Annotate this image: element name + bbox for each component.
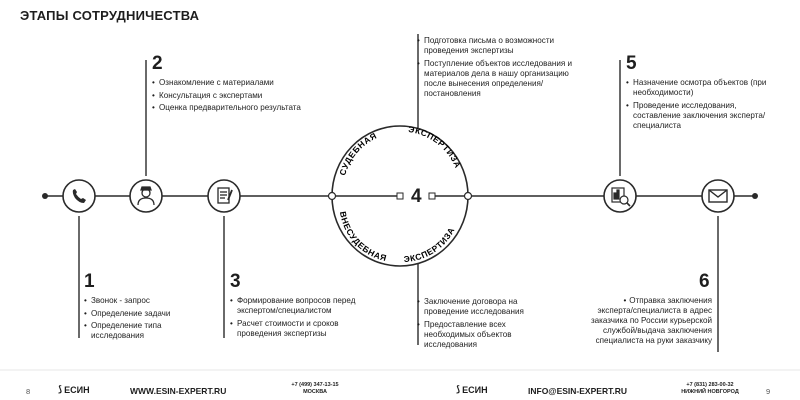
list-item: • Формирование вопросов перед экспертом/специалистом <box>230 296 370 316</box>
phone-moscow[interactable]: +7 (499) 347-13-15 <box>291 382 339 388</box>
stage-1-circle <box>63 180 95 212</box>
contact-nn <box>670 382 750 396</box>
list-item: • Предоставление всех необходимых объектов исследования <box>417 320 557 350</box>
stage-3-circle <box>208 180 240 212</box>
center-marker-right <box>429 193 435 199</box>
stage-5-circle <box>604 180 636 212</box>
stage-6-number: 6 <box>699 271 710 292</box>
city-nn: НИЖНИЙ НОВГОРОД <box>681 389 739 395</box>
list-item: • Проведение исследования, составление заключения эксперта/специалиста <box>626 101 776 131</box>
list-item: • Заключение договора на проведение исследования <box>417 297 557 317</box>
logo-mark-icon: ⟆ <box>456 384 461 394</box>
label-court: СУДЕБНАЯ <box>337 130 379 177</box>
list-item: • Звонок - запрос <box>84 296 204 306</box>
list-item: • Определение типа исследования <box>84 321 204 341</box>
contact-moscow <box>270 382 360 396</box>
stage-3-number: 3 <box>230 271 241 292</box>
stage-3-list <box>230 296 370 341</box>
logo-right <box>456 384 488 395</box>
center-marker-left <box>397 193 403 199</box>
list-item: • Поступление объектов исследования и материалов дела в нашу организацию после вынесения определения/постановления <box>417 59 582 99</box>
stage-4-number: 4 <box>411 186 422 207</box>
list-item: • Определение задачи <box>84 309 204 319</box>
list-item: • Подготовка письма о возможности проведения экспертизы <box>417 36 582 56</box>
timeline-end-dot <box>752 193 758 199</box>
stage-1-list <box>84 296 204 344</box>
page-number-right: 9 <box>766 387 771 396</box>
label-out-of-court: ВНЕСУДЕБНАЯ <box>337 210 389 264</box>
logo-left <box>58 384 90 395</box>
stage-5-number: 5 <box>626 53 637 74</box>
stage-4-bottom-list <box>417 297 557 352</box>
label-expertise-top: ЭКСПЕРТИЗА <box>407 124 464 170</box>
center-dot-right <box>465 193 472 200</box>
list-item: • Оценка предварительного результата <box>152 103 302 113</box>
city-moscow: МОСКВА <box>303 389 327 395</box>
stage-2-circle <box>130 180 162 212</box>
website-link[interactable]: WWW.ESIN-EXPERT.RU <box>130 386 227 396</box>
phone-nn[interactable]: +7 (831) 283-00-32 <box>686 382 734 388</box>
label-expertise-bottom: ЭКСПЕРТИЗА <box>403 225 457 265</box>
stage-6-list <box>590 296 712 349</box>
list-item: • Консультация с экспертами <box>152 91 302 101</box>
stage-2-number: 2 <box>152 53 163 74</box>
list-item: • Ознакомление с материалами <box>152 78 302 88</box>
stage-2-list <box>152 78 302 116</box>
page-title: ЭТАПЫ СОТРУДНИЧЕСТВА <box>20 8 200 23</box>
email-link[interactable]: INFO@ESIN-EXPERT.RU <box>528 386 627 396</box>
stage-4-top-list <box>417 36 582 101</box>
list-item: • Расчет стоимости и сроков проведения экспертизы <box>230 319 370 339</box>
logo-mark-icon: ⟆ <box>58 384 63 394</box>
logo-text: ЕСИН <box>64 384 90 395</box>
logo-text: ЕСИН <box>462 384 488 395</box>
stage-1-number: 1 <box>84 271 95 292</box>
center-dot-left <box>329 193 336 200</box>
page-number-left: 8 <box>26 387 31 396</box>
stage-6-circle <box>702 180 734 212</box>
list-item: • Назначение осмотра объектов (при необходимости) <box>626 78 776 98</box>
list-item: • Отправка заключения эксперта/специалиста в адрес заказчика по России курьерской службой/выдача заключения специалиста на руки заказчику <box>590 296 712 346</box>
timeline-start-dot <box>42 193 48 199</box>
stage-5-list <box>626 78 776 133</box>
